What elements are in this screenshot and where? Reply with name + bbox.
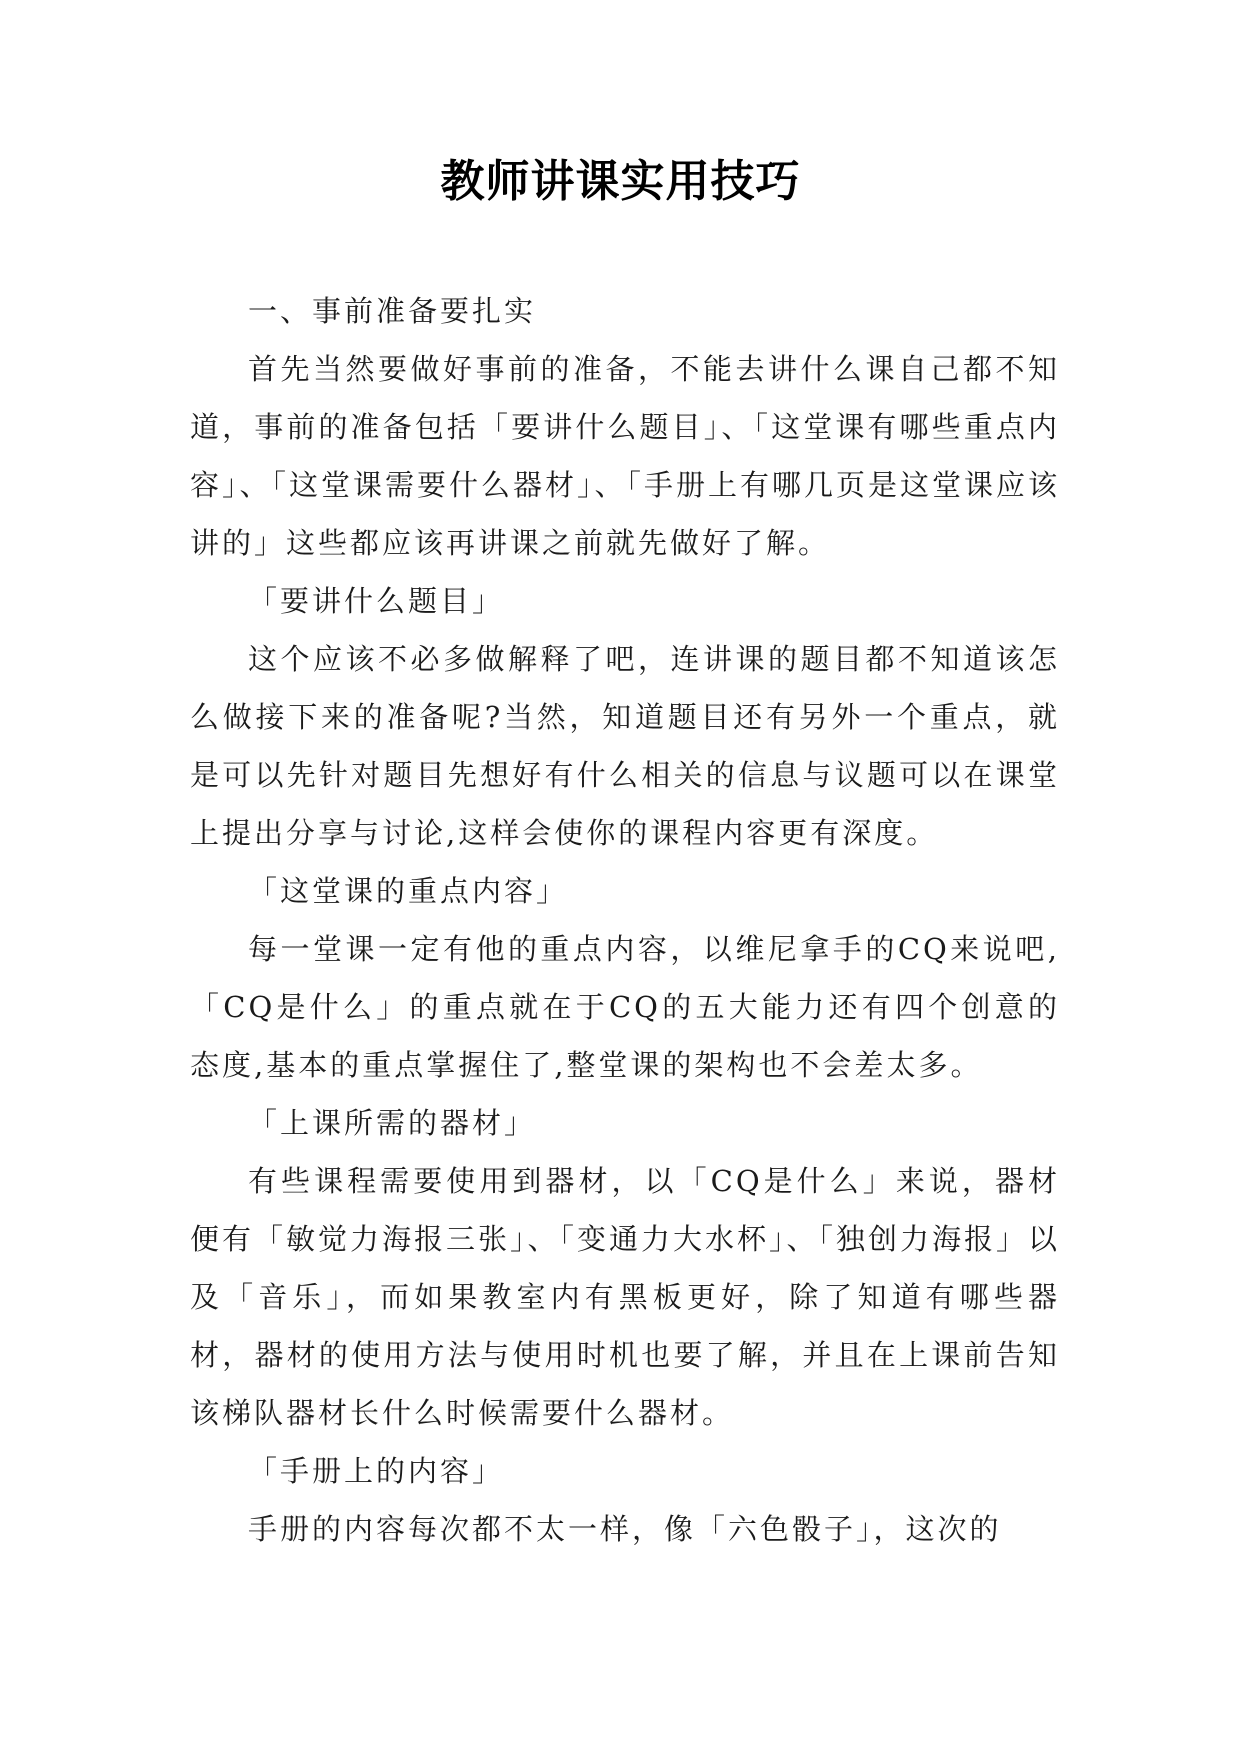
body-paragraph: 首先当然要做好事前的准备，不能去讲什么课自己都不知道，事前的准备包括「要讲什么题目」、「这堂课有哪些重点内容」、「这堂课需要什么器材」、「手册上有哪几页是这堂课应该讲的」这些都应该再讲课之前就先做好了解。	[190, 352, 1061, 560]
document-title: 教师讲课实用技巧	[440, 156, 801, 207]
body-paragraph: 这个应该不必多做解释了吧，连讲课的题目都不知道该怎么做接下来的准备呢?当然，知道题目还有另外一个重点，就是可以先针对题目先想好有什么相关的信息与议题可以在课堂上提出分享与讨论,这样会使你的课程内容更有深度。	[190, 642, 1060, 850]
subsection-heading: 「要讲什么题目」	[248, 584, 505, 618]
document-body	[190, 282, 1060, 1558]
section-heading: 一、事前准备要扎实	[248, 294, 537, 328]
subsection-heading: 「上课所需的器材」	[248, 1106, 537, 1140]
body-paragraph: 有些课程需要使用到器材，以「CQ是什么」来说，器材便有「敏觉力海报三张」、「变通力大水杯」、「独创力海报」以及「音乐」，而如果教室内有黑板更好，除了知道有哪些器材，器材的使用方法与使用时机也要了解，并且在上课前告知该梯队器材长什么时候需要什么器材。	[190, 1164, 1061, 1430]
body-paragraph: 每一堂课一定有他的重点内容，以维尼拿手的CQ来说吧,「CQ是什么」的重点就在于CQ的五大能力还有四个创意的态度,基本的重点掌握住了,整堂课的架构也不会差太多。	[190, 932, 1060, 1082]
subsection-heading: 「手册上的内容」	[248, 1454, 505, 1488]
body-paragraph: 手册的内容每次都不太一样，像「六色骰子」，这次的	[248, 1512, 1002, 1546]
subsection-heading: 「这堂课的重点内容」	[248, 874, 569, 908]
